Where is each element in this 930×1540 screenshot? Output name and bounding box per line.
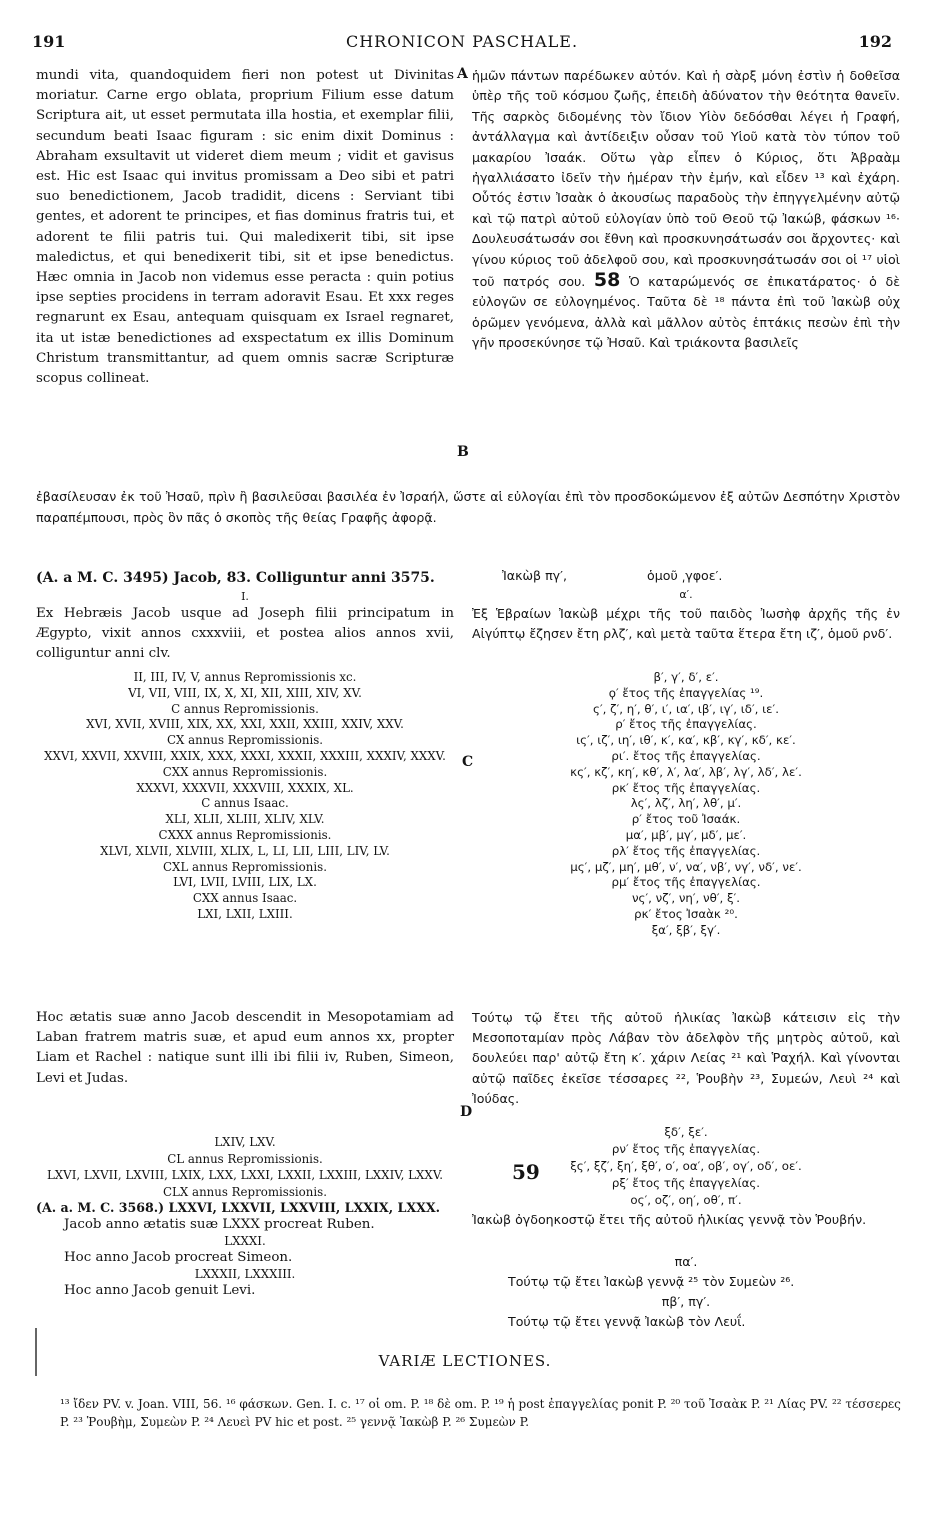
list-item: πα′.: [674, 1254, 698, 1269]
latin-year-list-1: [36, 670, 454, 923]
list-item: CLX annus Repromissionis.: [163, 1184, 327, 1199]
greek-paragraph-1: Ἐξ Ἑβραίων Ἰακὼβ μέχρι τῆς τοῦ παιδὸς Ἰωσὴφ ἀρχῆς τῆς ἐν Αἰγύπτῳ ἔζησεν ἔτη ρλζ′, καὶ μετὰ ταῦτα ἕτερα ἔτη ιζ′, ὁμοῦ ρνδ′.: [472, 606, 900, 642]
paragraph-number-59: 59: [512, 1160, 540, 1184]
greek-paragraph-3: Ἰακὼβ ὀγδοηκοστῷ ἔτει τῆς αὐτοῦ ἡλικίας γεννᾷ τὸν Ῥουβήν.: [472, 1212, 867, 1227]
greek-full-width-line: ἐβασίλευσαν ἐκ τοῦ Ἠσαῦ, πρὶν ἢ βασιλεῦσαι βασιλέα ἐν Ἰσραήλ, ὥστε αἱ εὐλογίαι ἐπὶ τὸν προσδοκώμενον ἐξ αὐτῶν Δεσπότην Χριστὸν παραπέμπουσι, πρὸς ὃν πᾶς ὁ σκοπὸς τῆς θείας Γραφῆς ἀφορᾷ.: [36, 489, 900, 525]
list-item: πβ′, πγ′.: [661, 1294, 711, 1309]
margin-letter-b: B: [457, 444, 469, 460]
list-item: κς′, κζ′, κη′, κθ′, λ′, λα′, λβ′, λγ′, λδ′, λε′.: [570, 764, 802, 779]
latin-year-list-2: [36, 1134, 454, 1299]
list-item: ρ′ ἔτος τοῦ Ἰσαάκ.: [631, 812, 741, 827]
list-item: ξς′, ξζ′, ξη′, ξθ′, ο′, οα′, οβ′, ογ′, οδ′, οε′.: [570, 1159, 802, 1173]
margin-letter-c: C: [462, 754, 474, 770]
greek-paragraph-2: Τούτῳ τῷ ἔτει τῆς αὐτοῦ ἡλικίας Ἰακὼβ κάτεισιν εἰς τὴν Μεσοποταμίαν πρὸς Λάβαν τὸν ἀδελφὸν τῆς μητρὸς αὐτοῦ, καὶ δουλεύει παρ' αὐτῷ ἔτη κ′. χάριν Λείας ²¹ καὶ Ῥαχήλ. Καὶ γίνονται αὐτῷ παῖδες ἐκεῖσε τέσσαρες ²², Ῥουβὴν ²³, Συμεών, Λευὶ ²⁴ καὶ Ἰούδας.: [472, 1010, 900, 1106]
list-item: XXXVI, XXXVII, XXXVIII, XXXIX, XL.: [136, 780, 354, 795]
margin-letter-d: D: [460, 1104, 473, 1120]
list-item: XXVI, XXVII, XXVIII, XXIX, XXX, XXXI, XXXII, XXXIII, XXXIV, XXXV.: [44, 748, 446, 763]
running-header: [32, 32, 892, 62]
greek-year-list-3: [472, 1252, 900, 1332]
list-item: μς′, μζ′, μη′, μθ′, ν′, να′, νβ′, νγ′, νδ′, νε′.: [570, 859, 802, 874]
list-item: Τούτῳ τῷ ἔτει γεννᾷ Ἰακὼβ τὸν Λευΐ.: [508, 1314, 746, 1329]
list-item: ρκ′ ἔτος τῆς ἐπαγγελίας.: [611, 780, 761, 795]
list-item: ς′, ζ′, η′, θ′, ι′, ια′, ιβ′, ιγ′, ιδ′, ιε′.: [593, 701, 779, 716]
latin-paragraph-2: Hoc ætatis suæ anno Jacob descendit in Mesopotamiam ad Laban fratrem matris suæ, et apud eum annos xx, propter Liam et Rachel : natique sunt illi ibi filii iv, Ruben, Simeon, Levi et Judas.: [36, 1010, 454, 1086]
greek-chronology-heading: Ἰακὼβ πγ′, ὁμοῦ ͵γφοε′.: [502, 568, 723, 583]
list-item: ις′, ιζ′, ιη′, ιθ′, κ′, κα′, κβ′, κγ′, κδ′, κε′.: [576, 733, 796, 748]
list-item: LXVI, LXVII, LXVIII, LXIX, LXX, LXXI, LXXII, LXXIII, LXXIV, LXXV.: [46, 1168, 444, 1182]
latin-section-number: I.: [241, 590, 249, 603]
latin-paragraph-1: Ex Hebræis Jacob usque ad Joseph filii principatum in Ægypto, vixit annos cxxxviii, et postea alios annos xvii, colliguntur anni clv.: [36, 606, 454, 662]
list-item: Hoc anno Jacob genuit Levi.: [64, 1282, 256, 1298]
list-item: LVI, LVII, LVIII, LIX, LX.: [173, 875, 317, 890]
variae-lectiones-notes: ¹³ ἴδεν PV. v. Joan. VIII, 56. ¹⁶ φάσκων. Gen. I. c. ¹⁷ οἱ om. P. ¹⁸ δὲ om. P. ¹⁹ ἡ post ἐπαγγελίας ponit P. ²⁰ τοῦ Ἰσαὰκ P. ²¹ Λίας PV. ²² τέσσερες P. ²³ Ῥουβὴμ, Συμεὼν P. ²⁴ Λευεὶ PV hic et post. ²⁵ γεννᾷ Ἰακὼβ P. ²⁶ Συμεὼν P.: [60, 1397, 901, 1429]
list-item: XVI, XVII, XVIII, XIX, XX, XXI, XXII, XXIII, XXIV, XXV.: [86, 717, 404, 732]
list-item: CXXX annus Repromissionis.: [158, 827, 332, 842]
list-item: ρκ′ ἔτος Ἰσαὰκ ²⁰.: [634, 906, 738, 921]
list-item: LXIV, LXV.: [214, 1135, 276, 1149]
list-item: C annus Isaac.: [201, 796, 289, 811]
list-item: ξα′, ξβ′, ξγ′.: [651, 922, 721, 937]
running-title: CHRONICON PASCHALE.: [345, 32, 579, 51]
list-item: Jacob anno ætatis suæ LXXX procreat Ruben.: [64, 1216, 375, 1232]
list-item: ξδ′, ξε′.: [664, 1125, 708, 1139]
list-item: β′, γ′, δ′, ε′.: [653, 670, 719, 684]
list-item: ρν′ ἔτος τῆς ἐπαγγελίας.: [611, 1142, 761, 1156]
list-item: CXX annus Repromissionis.: [162, 764, 328, 779]
list-item: VI, VII, VIII, IX, X, XI, XII, XIII, XIV, XV.: [128, 685, 362, 700]
list-item: CXL annus Repromissionis.: [163, 859, 327, 874]
list-item: ρλ′ ἔτος τῆς ἐπαγγελίας.: [611, 843, 761, 858]
greek-intro-paragraph: [472, 66, 900, 354]
list-item: ρ′ ἔτος τῆς ἐπαγγελίας.: [615, 717, 757, 732]
latin-intro-paragraph: mundi vita, quandoquidem fieri non potest ut Divinitas moriatur. Carne ergo oblata, proprium Filium esse datum Scriptura ait, ut esset permutata illa hostia, et exemplar filii, secundum beati Isaac figuram : sic enim dixit Dominus : Abraham exsultavit ut videret diem meum ; vidit et gavisus est. Hic est Isaac qui invitus promissam a Deo sibi et patri suo benedictionem, Jacob tradidit, dicens : Serviant tibi gentes, et adorent te principes, et fias dominus fratris tui, et adorent te filii patris tui. Qui maledixerit tibi, sit ipse maledictus, et qui benedixerit tibi, sit et ipse benedictus. Hæc omnia in Jacob non videmus esse peracta : quin potius ipse septies procidens in terram adoravit Esau. Et xxx reges regnarunt ex Esau, antequam quisquam ex Israel regnaret, ita ut istæ benedictiones ad exspectatum ex illis Dominum Christum transmittantur, ad quem omnis sacræ Scripturæ scopus collineat.: [36, 68, 454, 387]
left-page-number: 191: [32, 32, 66, 51]
greek-year-list-1: [472, 670, 900, 939]
latin-chronology-heading: (A. a M. C. 3495) Jacob, 83. Colliguntur anni 3575.: [36, 570, 435, 586]
list-item: CL annus Repromissionis.: [167, 1151, 323, 1166]
greek-section-number: α′.: [679, 588, 693, 601]
list-item: νς′, νζ′, νη′, νθ′, ξ′.: [631, 891, 741, 906]
variae-lectiones-heading: VARIÆ LECTIONES.: [378, 1352, 552, 1370]
greek-intro-text: ἡμῶν πάντων παρέδωκεν αὐτόν. Καὶ ἡ σὰρξ μόνη ἐστὶν ἡ δοθεῖσα ὑπὲρ τῆς τοῦ κόσμου ζωῆς, ἐπειδὴ ἀδύνατον τὴν θεότητα θανεῖν. Τῆς σαρκὸς διδομένης τὸν ἴδιον Υἱὸν δεδόσθαι λέγει ἡ Γραφή, ἀντάλλαγμα καὶ ἀντίδειξιν οὖσαν τοῦ Υἱοῦ κατὰ τὸν τύπον τοῦ μακαρίου Ἰσαάκ. Οὕτω γὰρ εἶπεν ὁ Κύριος, ὅτι Ἀβραὰμ ἠγαλλιάσατο ἰδεῖν τὴν ἡμέραν τὴν ἐμήν, καὶ εἶδεν ¹³ καὶ ἐχάρη. Οὗτός ἐστιν Ἰσαὰκ ὁ ἀκουσίως παραδοὺς τὴν ἐπηγγελμένην αὐτῷ καὶ τῷ πατρὶ αὐτοῦ εὐλογίαν ὑπὸ τοῦ Θεοῦ τῷ Ἰακώβ, φάσκων ¹⁶· Δουλευσάτωσάν σοι ἔθνη καὶ προσκυνησάτωσάν σοι ἄρχοντες· καὶ γίνου κύριος τοῦ ἀδελφοῦ σου, καὶ προσκυνησάτωσάν σοι οἱ ¹⁷ υἱοὶ τοῦ πατρός σου.: [472, 68, 900, 290]
greek-intro-text-cont: Ὁ καταρώμενός σε ἐπικατάρατος· ὁ δὲ εὐλογῶν σε εὐλογημένος. Ταῦτα δὲ ¹⁸ πάντα ἐπὶ τοῦ Ἰακὼβ οὐχ ὁρῶμεν γενόμενα, ἀλλὰ καὶ μᾶλλον αὐτὸς ἑπτάκις πεσὼν ἐπὶ τὴν γῆν προσεκύνησε τῷ Ἠσαῦ. Καὶ τριάκοντα βασιλεῖς: [472, 274, 900, 351]
list-item: μα′, μβ′, μγ′, μδ′, με′.: [625, 827, 747, 842]
list-item: ρμ′ ἔτος τῆς ἐπαγγελίας.: [611, 875, 761, 890]
list-item: ρι′. ἔτος τῆς ἐπαγγελίας.: [611, 748, 761, 763]
list-item: (A. a. M. C. 3568.) LXXVI, LXXVII, LXXVIII, LXXIX, LXXX.: [36, 1200, 441, 1215]
paragraph-number-58: 58: [593, 269, 621, 292]
list-item: Τούτῳ τῷ ἔτει Ἰακὼβ γεννᾷ ²⁵ τὸν Συμεὼν ²⁶.: [508, 1274, 795, 1289]
list-item: CXX annus Isaac.: [192, 891, 298, 906]
list-item: CX annus Repromissionis.: [166, 733, 324, 748]
right-page-number: 192: [858, 32, 892, 51]
list-item: C annus Repromissionis.: [171, 701, 319, 716]
list-item: ϙ′ ἔτος τῆς ἐπαγγελίας ¹⁹.: [608, 685, 764, 700]
list-item: XLVI, XLVII, XLVIII, XLIX, L, LI, LII, LIII, LIV, LV.: [100, 843, 390, 858]
list-item: LXXXII, LXXXIII.: [194, 1267, 296, 1281]
list-item: λς′, λζ′, λη′, λθ′, μ′.: [630, 796, 742, 811]
list-item: LXXXI.: [224, 1234, 266, 1248]
list-item: ρξ′ ἔτος τῆς ἐπαγγελίας.: [611, 1176, 761, 1190]
list-item: ος′, οζ′, οη′, οθ′, π′.: [630, 1193, 742, 1207]
list-item: Hoc anno Jacob procreat Simeon.: [64, 1249, 293, 1265]
list-item: XLI, XLII, XLIII, XLIV, XLV.: [165, 812, 325, 827]
list-item: LXI, LXII, LXIII.: [197, 906, 293, 921]
margin-letter-a: A: [457, 66, 468, 82]
list-item: II, III, IV, V, annus Repromissionis xc.: [133, 670, 357, 684]
